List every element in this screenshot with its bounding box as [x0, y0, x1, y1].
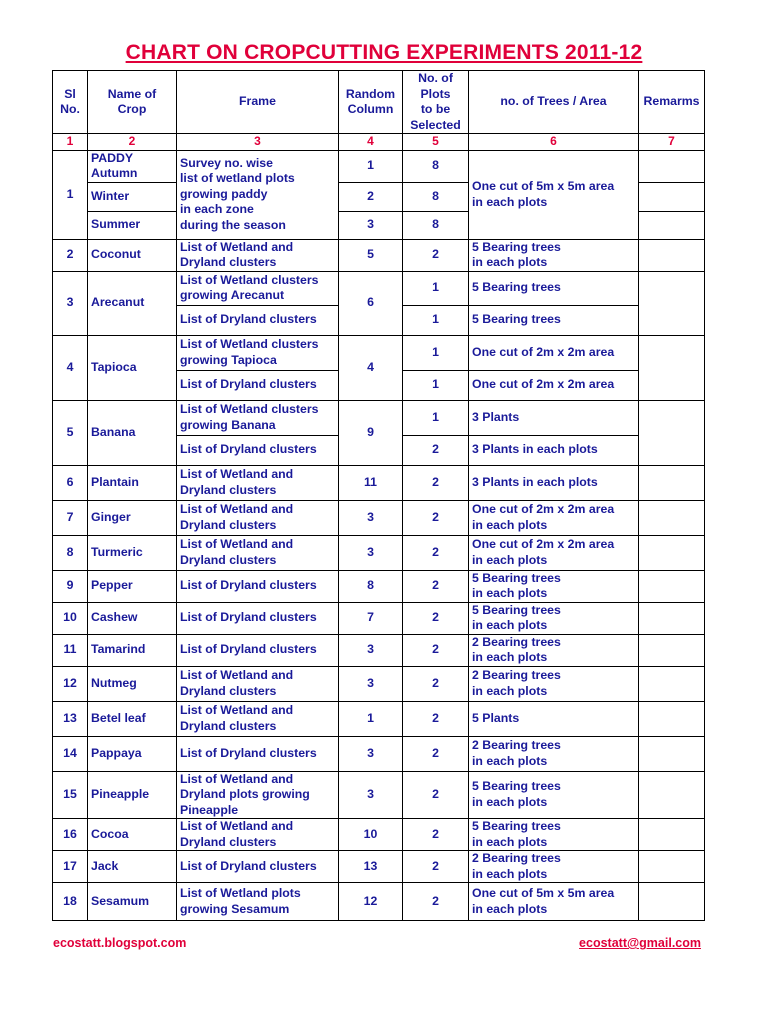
cell-trees: 5 Bearing trees in each plots [469, 819, 639, 851]
cell-sl: 3 [53, 271, 88, 335]
cell-sl: 15 [53, 771, 88, 819]
cell-plots: 1 [403, 400, 469, 435]
cell-random: 5 [339, 239, 403, 271]
cell-remarks [639, 883, 705, 921]
cell-trees: 5 Plants [469, 701, 639, 736]
cell-remarks [639, 634, 705, 666]
cell-plots: 8 [403, 182, 469, 211]
cell-crop: PADDY Autumn [88, 150, 177, 182]
cell-sl: 11 [53, 634, 88, 666]
cell-frame: List of Wetland and Dryland clusters [177, 239, 339, 271]
cell-plots: 2 [403, 883, 469, 921]
header-remarks: Remarms [639, 71, 705, 134]
cell-random: 6 [339, 271, 403, 335]
table-row [53, 465, 705, 500]
cell-trees: One cut of 2m x 2m area in each plots [469, 500, 639, 535]
cell-crop: Ginger [88, 500, 177, 535]
table-row-banana [53, 400, 705, 435]
table-row [53, 771, 705, 819]
col-number: 4 [339, 134, 403, 151]
cell-plots: 2 [403, 736, 469, 771]
cell-sl: 14 [53, 736, 88, 771]
cell-crop: Pineapple [88, 771, 177, 819]
cell-trees: 5 Bearing trees in each plots [469, 771, 639, 819]
cell-trees: 5 Bearing trees [469, 305, 639, 335]
cell-trees: 5 Bearing trees in each plots [469, 570, 639, 602]
table-row-coconut [53, 239, 705, 271]
footer-blog-link[interactable]: ecostatt.blogspot.com [53, 936, 187, 950]
cell-trees: 3 Plants in each plots [469, 435, 639, 465]
cell-crop: Banana [88, 400, 177, 465]
crop-cutting-table [52, 70, 705, 921]
cell-sl: 2 [53, 239, 88, 271]
cell-remarks [639, 819, 705, 851]
cell-plots: 2 [403, 851, 469, 883]
cell-plots: 2 [403, 500, 469, 535]
table-row [53, 500, 705, 535]
cell-crop: Sesamum [88, 883, 177, 921]
cell-plots: 2 [403, 465, 469, 500]
header-crop: Name of Crop [88, 71, 177, 134]
cell-remarks [639, 211, 705, 239]
cell-trees: One cut of 2m x 2m area [469, 370, 639, 400]
cell-frame: Survey no. wise list of wetland plots growing paddy in each zone during the season [177, 150, 339, 239]
cell-plots: 2 [403, 634, 469, 666]
cell-plots: 8 [403, 211, 469, 239]
cell-plots: 2 [403, 701, 469, 736]
cell-random: 7 [339, 602, 403, 634]
cell-frame: List of Wetland and Dryland clusters [177, 535, 339, 570]
cell-crop: Winter [88, 182, 177, 211]
cell-plots: 1 [403, 271, 469, 305]
cell-plots: 2 [403, 435, 469, 465]
cell-sl: 1 [53, 150, 88, 239]
table-row-paddy [53, 150, 705, 182]
table-row [53, 535, 705, 570]
col-number: 1 [53, 134, 88, 151]
cell-trees: 2 Bearing trees in each plots [469, 851, 639, 883]
cell-crop: Jack [88, 851, 177, 883]
cell-random: 8 [339, 570, 403, 602]
cell-plots: 2 [403, 602, 469, 634]
table-row [53, 634, 705, 666]
cell-random: 3 [339, 666, 403, 701]
cell-sl: 8 [53, 535, 88, 570]
cell-trees: 3 Plants [469, 400, 639, 435]
cell-crop: Pappaya [88, 736, 177, 771]
cell-remarks [639, 771, 705, 819]
header-sl: Sl No. [53, 71, 88, 134]
cell-sl: 7 [53, 500, 88, 535]
cell-plots: 8 [403, 150, 469, 182]
cell-remarks [639, 666, 705, 701]
cell-trees: 5 Bearing trees in each plots [469, 602, 639, 634]
table-row-arecanut [53, 271, 705, 305]
cell-remarks [639, 239, 705, 271]
cell-sl: 6 [53, 465, 88, 500]
table-row [53, 602, 705, 634]
cell-frame: List of Wetland clusters growing Banana [177, 400, 339, 435]
cell-remarks [639, 182, 705, 211]
cell-crop: Tapioca [88, 335, 177, 400]
table-row-tapioca [53, 335, 705, 370]
cell-frame: List of Dryland clusters [177, 602, 339, 634]
cell-random: 3 [339, 211, 403, 239]
cell-plots: 1 [403, 335, 469, 370]
header-plots: No. of Plots to be Selected [403, 71, 469, 134]
cell-trees: 2 Bearing trees in each plots [469, 736, 639, 771]
cell-crop: Betel leaf [88, 701, 177, 736]
cell-plots: 2 [403, 666, 469, 701]
cell-sl: 4 [53, 335, 88, 400]
cell-plots: 2 [403, 771, 469, 819]
cell-frame: List of Dryland clusters [177, 634, 339, 666]
cell-crop: Nutmeg [88, 666, 177, 701]
cell-sl: 18 [53, 883, 88, 921]
cell-random: 11 [339, 465, 403, 500]
cell-random: 1 [339, 701, 403, 736]
cell-random: 3 [339, 535, 403, 570]
cell-frame: List of Dryland clusters [177, 736, 339, 771]
cell-frame: List of Wetland and Dryland clusters [177, 701, 339, 736]
cell-trees: One cut of 2m x 2m area in each plots [469, 535, 639, 570]
cell-random: 4 [339, 335, 403, 400]
cell-crop: Summer [88, 211, 177, 239]
cell-frame: List of Wetland plots growing Sesamum [177, 883, 339, 921]
simple-rows [53, 465, 705, 921]
cell-frame: List of Wetland clusters growing Tapioca [177, 335, 339, 370]
cell-random: 2 [339, 182, 403, 211]
page-title: CHART ON CROPCUTTING EXPERIMENTS 2011-12 [125, 41, 643, 64]
cell-remarks [639, 570, 705, 602]
cell-crop: Tamarind [88, 634, 177, 666]
cell-sl: 5 [53, 400, 88, 465]
cell-random: 3 [339, 500, 403, 535]
cell-trees: 2 Bearing trees in each plots [469, 634, 639, 666]
cell-remarks [639, 400, 705, 465]
cell-frame: List of Wetland and Dryland clusters [177, 500, 339, 535]
table-row [53, 819, 705, 851]
cell-sl: 10 [53, 602, 88, 634]
cell-sl: 13 [53, 701, 88, 736]
cell-random: 3 [339, 634, 403, 666]
cell-remarks [639, 736, 705, 771]
cell-crop: Plantain [88, 465, 177, 500]
cell-random: 9 [339, 400, 403, 465]
cell-plots: 2 [403, 819, 469, 851]
cell-crop: Pepper [88, 570, 177, 602]
cell-crop: Coconut [88, 239, 177, 271]
cell-remarks [639, 150, 705, 182]
cell-crop: Cocoa [88, 819, 177, 851]
cell-remarks [639, 335, 705, 400]
table-row [53, 736, 705, 771]
header-frame: Frame [177, 71, 339, 134]
cell-random: 10 [339, 819, 403, 851]
cell-sl: 12 [53, 666, 88, 701]
header-row [53, 71, 705, 134]
col-number: 2 [88, 134, 177, 151]
cell-frame: List of Dryland clusters [177, 435, 339, 465]
col-number: 3 [177, 134, 339, 151]
cell-random: 3 [339, 771, 403, 819]
header-random: Random Column [339, 71, 403, 134]
cell-frame: List of Wetland and Dryland plots growing Pineapple [177, 771, 339, 819]
col-number: 5 [403, 134, 469, 151]
cell-trees: 5 Bearing trees in each plots [469, 239, 639, 271]
cell-plots: 2 [403, 535, 469, 570]
cell-trees: 2 Bearing trees in each plots [469, 666, 639, 701]
cell-plots: 1 [403, 370, 469, 400]
cell-sl: 17 [53, 851, 88, 883]
cell-plots: 1 [403, 305, 469, 335]
cell-frame: List of Wetland and Dryland clusters [177, 666, 339, 701]
cell-remarks [639, 500, 705, 535]
table-row [53, 666, 705, 701]
footer-email-link[interactable]: ecostatt@gmail.com [579, 936, 701, 950]
cell-frame: List of Wetland clusters growing Arecanut [177, 271, 339, 305]
cell-frame: List of Wetland and Dryland clusters [177, 465, 339, 500]
table-row [53, 883, 705, 921]
cell-crop: Turmeric [88, 535, 177, 570]
cell-frame: List of Dryland clusters [177, 305, 339, 335]
cell-trees: One cut of 2m x 2m area [469, 335, 639, 370]
cell-remarks [639, 851, 705, 883]
cell-frame: List of Dryland clusters [177, 370, 339, 400]
cell-plots: 2 [403, 239, 469, 271]
col-number: 7 [639, 134, 705, 151]
cell-sl: 9 [53, 570, 88, 602]
cell-remarks [639, 465, 705, 500]
cell-trees: One cut of 5m x 5m area in each plots [469, 883, 639, 921]
cell-remarks [639, 701, 705, 736]
cell-random: 13 [339, 851, 403, 883]
cell-frame: List of Dryland clusters [177, 570, 339, 602]
cell-crop: Cashew [88, 602, 177, 634]
header-trees: no. of Trees / Area [469, 71, 639, 134]
cell-crop: Arecanut [88, 271, 177, 335]
cell-random: 12 [339, 883, 403, 921]
cell-trees: 5 Bearing trees [469, 271, 639, 305]
table-row [53, 851, 705, 883]
cell-trees: One cut of 5m x 5m area in each plots [469, 150, 639, 239]
cell-trees: 3 Plants in each plots [469, 465, 639, 500]
cell-sl: 16 [53, 819, 88, 851]
cell-random: 3 [339, 736, 403, 771]
cell-plots: 2 [403, 570, 469, 602]
cell-frame: List of Wetland and Dryland clusters [177, 819, 339, 851]
col-number: 6 [469, 134, 639, 151]
cell-remarks [639, 271, 705, 335]
table-row [53, 701, 705, 736]
cell-remarks [639, 602, 705, 634]
column-number-row [53, 134, 705, 151]
table-row [53, 570, 705, 602]
cell-random: 1 [339, 150, 403, 182]
cell-remarks [639, 535, 705, 570]
cell-frame: List of Dryland clusters [177, 851, 339, 883]
